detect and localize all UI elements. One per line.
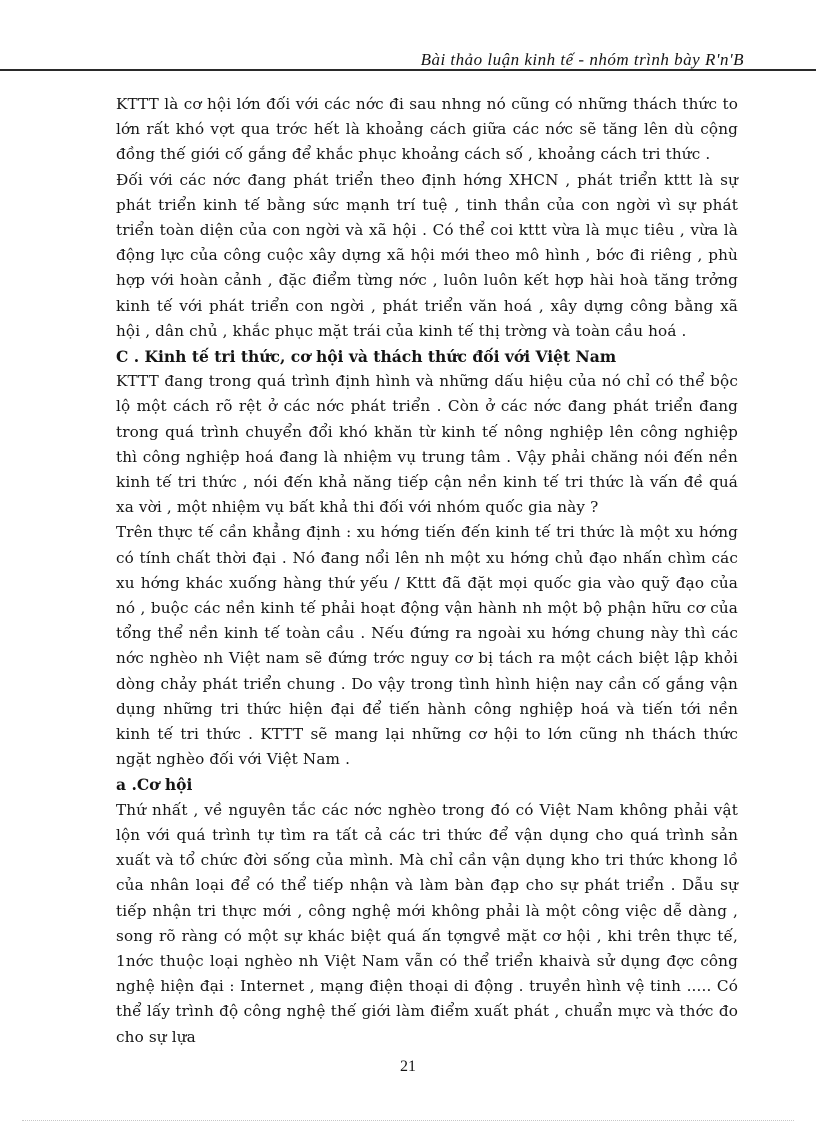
paragraph-1: KTTT là cơ hội lớn đối với các nớc đi sau nhng nó cũng có những thách thức to lớn rất khó vợt qua trớc hết là khoảng cách giữa các nớc sẽ tăng lên dù cộng đồng thế giới cố gắng để khắc phục khoảng cách số , khoảng cách tri thức . [116, 95, 738, 164]
section-heading: C . Kinh tế tri thức, cơ hội và thách thức đối với Việt Nam [116, 347, 617, 367]
paragraph-4: Trên thực tế cần khẳng định : xu hớng tiến đến kinh tế tri thức là một xu hớng có tính chất thời đại . Nó đang nổi lên nh một xu hớng chủ đạo nhấn chìm các xu hớng khác xuống hàng thứ yếu / Kttt đã đặt mọi quốc gia vào quỹ đạo của nó , buộc các nền kinh tế phải hoạt động vận hành nh một bộ phận hữu cơ của tổng thể nền kinh tế toàn cầu . Nếu đứng ra ngoài xu hớng chung này thì các nớc nghèo nh Việt nam sẽ đứng trớc nguy cơ bị tách ra một cách biệt lập khỏi dòng chảy phát triển chung . Do vậy trong tình hình hiện nay cần cố gắng vận dụng những tri thức hiện đại để tiến hành công nghiệp hoá và tiến tới nền kinh tế tri thức . KTTT sẽ mang lại những cơ hội to lớn cũng nh thách thức ngặt nghèo đối với Việt Nam . [116, 523, 738, 769]
page-number: 21 [400, 1058, 416, 1075]
subheading-opportunity: a .Cơ hội [116, 775, 193, 795]
document-body [116, 92, 738, 1050]
paragraph-2: Đối với các nớc đang phát triển theo định hớng XHCN , phát triển kttt là sự phát triển kinh tế bằng sức mạnh trí tuệ , tinh thần của con ngời vì sự phát triển toàn diện của con ngời và xã hội . Có thể coi kttt vừa là mục tiêu , vừa là động lực của công cuộc xây dựng xã hội mới theo mô hình , bớc đi riêng , phù hợp với hoàn cảnh , đặc điểm từng nớc , luôn luôn kết hợp hài hoà tăng trởng kinh tế với phát triển con ngời , phát triển văn hoá , xây dựng công bằng xã hội , dân chủ , khắc phục mặt trái của kinh tế thị trờng và toàn cầu hoá . [116, 170, 738, 340]
header-divider [0, 69, 816, 71]
paragraph-3: KTTT đang trong quá trình định hình và những dấu hiệu của nó chỉ có thể bộc lộ một cách rõ rệt ở các nớc phát triển . Còn ở các nớc đang phát triển đang trong quá trình chuyển đổi khó khăn từ kinh tế nông nghiệp lên công nghiệp thì công nghiệp hoá đang là nhiệm vụ trung tâm . Vậy phải chăng nói đến nền kinh tế tri thức , nói đến khả năng tiếp cận nền kinh tế tri thức là vấn đề quá xa vời , một nhiệm vụ bất khả thi đối với nhóm quốc gia này ? [116, 372, 738, 517]
paragraph-5: Thứ nhất , về nguyên tắc các nớc nghèo trong đó có Việt Nam không phải vật lộn với quá trình tự tìm ra tất cả các tri thức để vận dụng cho quá trình sản xuất và tổ chức đời sống của mình. Mà chỉ cần vận dụng kho tri thức khong lồ của nhân loại để có thể tiếp nhận và làm bàn đạp cho sự phát triển . Dẫu sự tiếp nhận tri thực mới , công nghệ mới không phải là một công việc dễ dàng , song rõ ràng có một sự khác biệt quá ấn tợngvề mặt cơ hội , khi trên thực tế, 1nớc thuộc loại nghèo nh Việt Nam vẫn có thể triển khaivà sử dụng đợc công nghệ hiện đại : Internet , mạng điện thoại di động . truyền hình vệ tinh ..... Có thể lấy trình độ công nghệ thế giới làm điểm xuất phát , chuẩn mực và thớc đo cho sự lựa [116, 800, 738, 1046]
page-header-title: Bài thảo luận kinh tế - nhóm trình bày R'n'B [420, 50, 744, 69]
footer-divider [22, 1120, 794, 1121]
